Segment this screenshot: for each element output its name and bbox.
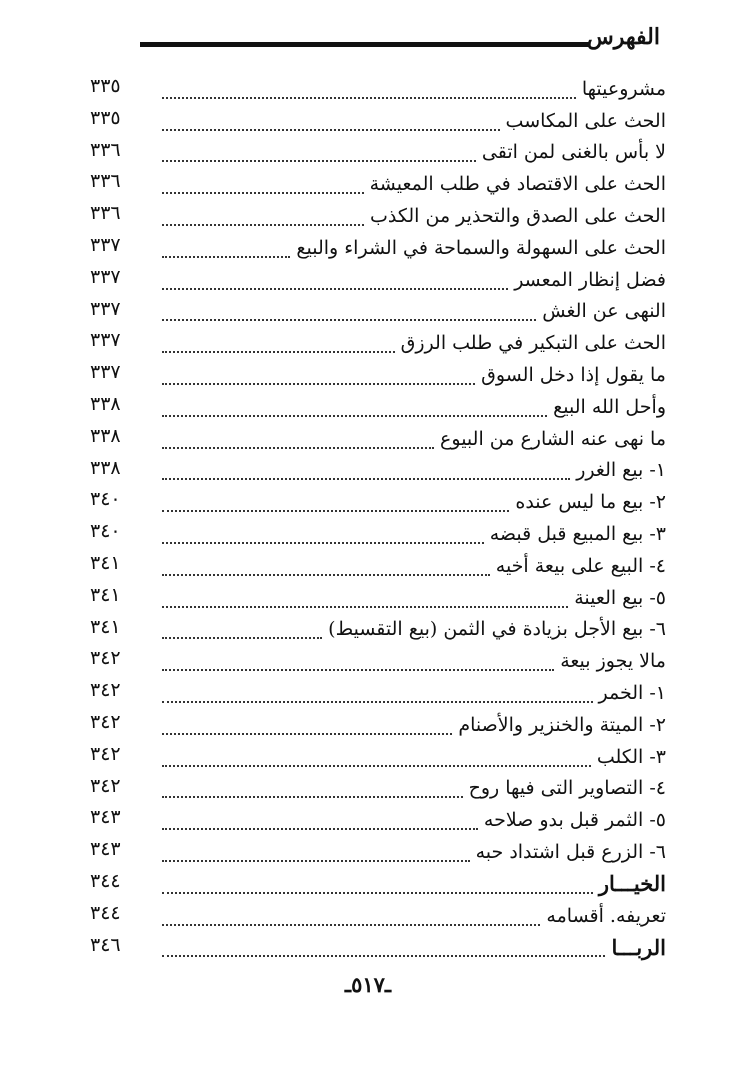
toc-entry-page: ٣٣٨ [90,392,121,415]
toc-entry-page: ٣٣٨ [90,456,121,479]
toc-entry-page: ٣٤١ [90,583,121,606]
toc-entry-page: ٣٣٦ [90,138,121,161]
toc-entry [90,804,666,836]
toc-entry-page: ٣٤٤ [90,901,121,924]
toc-entry-title: الحث على الصدق والتحذير من الكذب [370,205,666,228]
dot-leader [162,129,500,131]
toc-entry-title: الحث على التبكير في طلب الرزق [400,332,666,355]
toc-entry [90,932,666,964]
dot-leader [162,542,484,544]
toc-entry-title: النهى عن الغش [542,300,666,323]
toc-entry-title: ٦- بيع الأجل بزيادة في الثمن (بيع التقسيط) [328,618,666,641]
toc-entry-title: وأحل الله البيع [553,395,666,418]
dot-leader [162,606,568,608]
toc-entry [90,359,666,391]
page-header [140,22,660,62]
toc-entry-page: ٣٣٥ [90,75,121,97]
dot-leader [162,383,475,385]
toc-entry [90,900,666,932]
dot-leader [162,351,395,353]
toc-entry-title: فضل إنظار المعسر [514,268,666,291]
toc-entry [90,741,666,773]
dot-leader [162,288,508,290]
toc-entry [90,391,666,423]
toc-entry-page: ٣٣٥ [90,106,121,129]
toc-entry-title: ٥- بيع العينة [574,586,666,609]
header-title: الفهرس [586,24,660,50]
toc-entry-title: ٦- الزرع قبل اشتداد حبه [475,841,666,864]
dot-leader [162,701,593,703]
toc-entry-page: ٣٤٢ [90,710,121,733]
toc-entry [90,836,666,868]
toc-entry-page: ٣٤٠ [90,488,121,511]
toc-entry [90,423,666,455]
toc-entry-page: ٣٤٦ [90,933,121,956]
toc-entry-page: ٣٣٨ [90,424,121,447]
toc-entry-title: ٣- الكلب [596,745,666,768]
dot-leader [162,892,593,894]
toc-entry [90,582,666,614]
toc-entry [90,200,666,232]
toc-entry-title: ما نهى عنه الشارع من البيوع [440,427,666,450]
toc-entry [90,614,666,646]
toc-entry [90,709,666,741]
toc-entry-page: ٣٤٢ [90,742,121,765]
dot-leader [162,192,364,194]
toc-entry [90,296,666,328]
toc-entry-page: ٣٣٧ [90,297,121,320]
toc-entry-title: مالا يجوز بيعة [560,650,666,673]
toc-entry [90,73,666,105]
dot-leader [162,97,576,99]
toc-entry-title: ١- الخمر [598,682,666,705]
dot-leader [162,828,478,830]
dot-leader [162,733,452,735]
toc-entry [90,327,666,359]
toc-entry [90,773,666,805]
toc-entry-page: ٣٤٢ [90,774,121,797]
dot-leader [162,478,570,480]
toc-entry-page: ٣٤٠ [90,520,121,543]
toc-entry-page: ٣٣٦ [90,202,121,225]
toc-entry-page: ٣٣٧ [90,233,121,256]
dot-leader [162,256,290,258]
toc-entry-page: ٣٣٧ [90,329,121,352]
toc-entry-page: ٣٤٢ [90,679,121,702]
toc-entry [90,645,666,677]
dot-leader [162,160,476,162]
dot-leader [162,796,463,798]
toc-entry-page: ٣٤١ [90,615,121,638]
toc-entry-page: ٣٣٦ [90,170,121,193]
page-number: ـ٥١٧ـ [344,972,392,997]
toc-entry [90,486,666,518]
toc-entry [90,868,666,900]
header-rule [140,42,590,47]
dot-leader [162,415,547,417]
toc-entry-title: لا بأس بالغنى لمن اتقى [481,141,666,164]
toc-entry-page: ٣٤٢ [90,647,121,670]
toc-entry-title: مشروعيتها [581,77,666,100]
toc-entry [90,677,666,709]
toc-entry-title: الربـــا [611,934,666,960]
toc-entry-title: ٤- البيع على بيعة أخيه [495,554,666,577]
toc-entry-page: ٣٣٧ [90,265,121,288]
toc-entry-page: ٣٤٤ [90,869,121,892]
toc-entry-page: ٣٤٣ [90,806,121,829]
dot-leader [162,224,364,226]
toc-entry-title: ٥- الثمر قبل بدو صلاحه [483,809,666,832]
dot-leader [162,319,536,321]
dot-leader [162,510,509,512]
dot-leader [162,924,540,926]
toc-entry-title: ٤- التصاوير التى فيها روح [468,777,666,800]
toc-entry [90,264,666,296]
toc-entry-title: ٣- بيع المبيع قبل قبضه [489,523,666,546]
dot-leader [162,669,554,671]
toc-entry-title: الخيـــار [598,871,666,897]
toc-entry [90,550,666,582]
toc-entry-title: ١- بيع الغرر [576,459,666,482]
toc-entry-title: الحث على السهولة والسماحة في الشراء والبيع [296,236,666,259]
toc-entry-title: تعريفه. أقسامه [546,904,666,927]
toc-entry-title: ٢- الميتة والخنزير والأصنام [458,713,666,736]
toc-entry [90,105,666,137]
toc-entry [90,137,666,169]
toc-entry-title: الحث على المكاسب [505,109,666,132]
toc-entry-page: ٣٤١ [90,551,121,574]
toc-entry-page: ٣٣٧ [90,361,121,384]
toc-entry [90,518,666,550]
table-of-contents [90,73,666,963]
dot-leader [162,765,591,767]
toc-entry-title: ٢- بيع ما ليس عنده [515,491,666,514]
toc-entry-title: ما يقول إذا دخل السوق [481,364,666,387]
toc-entry [90,168,666,200]
dot-leader [162,955,605,957]
dot-leader [162,637,322,639]
dot-leader [162,447,434,449]
dot-leader [162,860,470,862]
toc-entry [90,455,666,487]
toc-entry-title: الحث على الاقتصاد في طلب المعيشة [369,173,666,196]
toc-entry-page: ٣٤٣ [90,838,121,861]
dot-leader [162,574,490,576]
toc-entry [90,232,666,264]
